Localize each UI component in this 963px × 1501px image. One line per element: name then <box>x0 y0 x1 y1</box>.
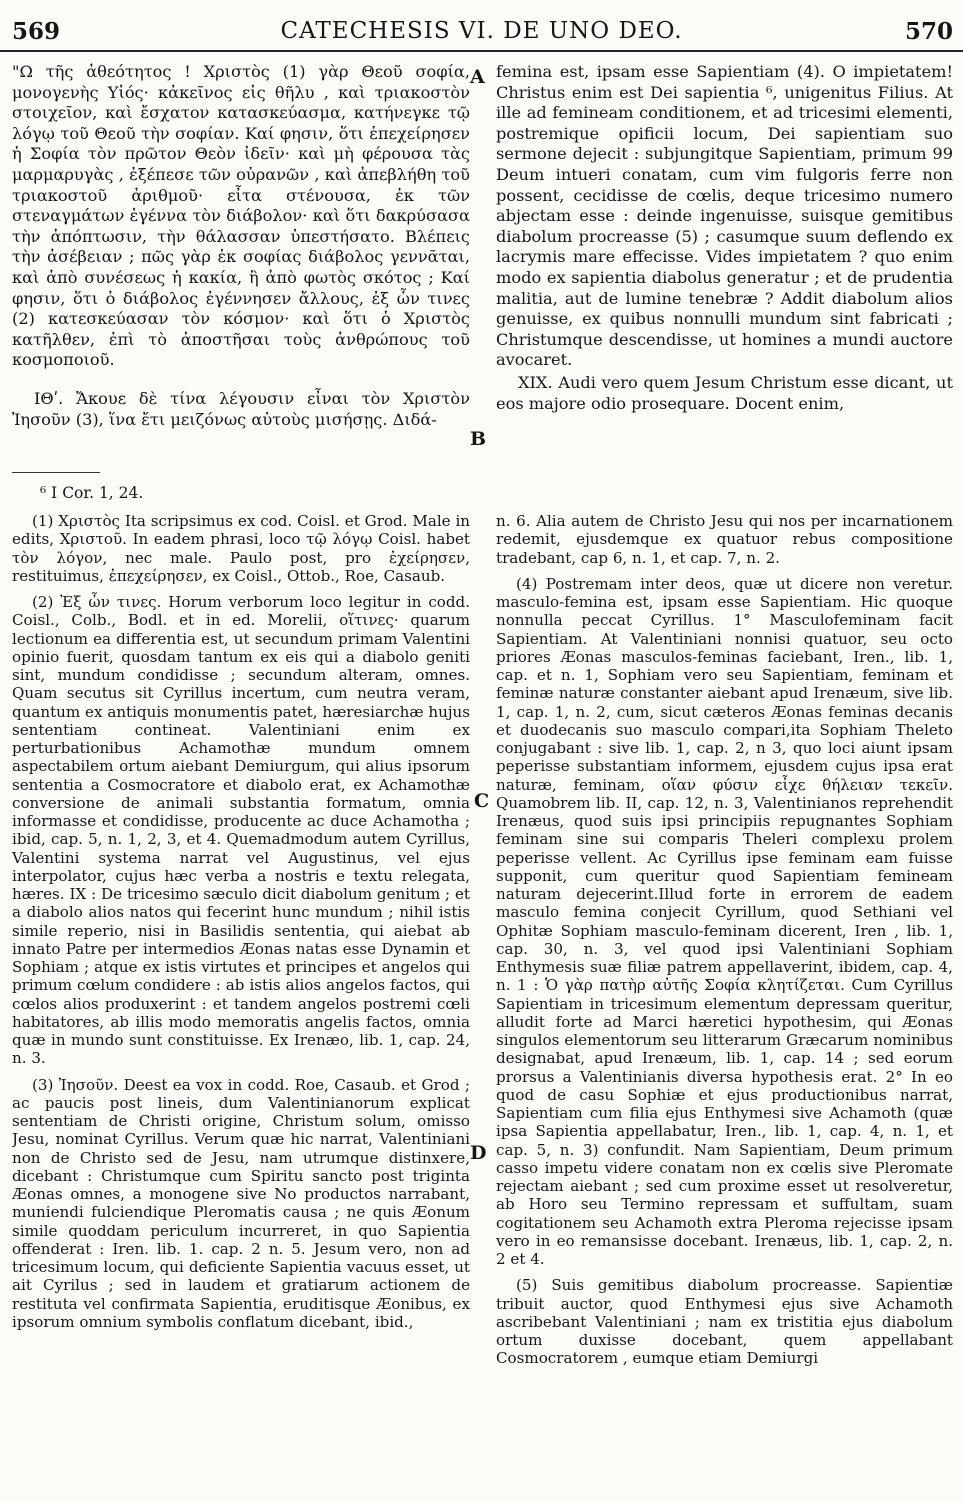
notes-right-column <box>496 512 953 1492</box>
greek-text-column <box>12 62 470 474</box>
greek-paragraph: "Ω τῆς ἀθεότητος ! Χριστὸς (1) γὰρ Θεοῦ σοφία, μονογενὴς Υἱός· κἀκεῖνος εἰς θῆλυ , καὶ τριακοστὸν στοιχεῖον, καὶ ἔσχατον κατασκεύασμα, κατήνεγκε τῷ λόγῳ τοῦ Θεοῦ τὴν σοφίαν. Καί φησιν, ὅτι ἐπεχείρησεν ἡ Σοφία τὸν πρῶτον Θεὸν ἰδεῖν· καὶ μὴ φέρουσα τὰς μαρμαρυγὰς , ἐξέπεσε τῶν οὐρανῶν , καὶ ἀπεβλήθη τοῦ τριακοστοῦ ἀριθμοῦ· εἶτα στένουσα, ἐκ τῶν στεναγμάτων ἐγέννα τὸν διάβολον· καὶ ὅτι δακρύσασα τὴν ἀπόπτωσιν, τὴν θάλασσαν ὑπεστήσατο. Βλέπεις τὴν ἀσέβειαν ; πῶς γὰρ ἐκ σοφίας διάβολος γεννᾶται, καὶ ἀπὸ συνέσεως ἡ κακία, ἢ ἀπὸ φωτὸς σκότος ; Καί φησιν, ὅτι ὁ διάβολος ἐγέννησεν ἄλλους, ἐξ ὧν τινες (2) κατεσκεύασαν τὸν κόσμον· καὶ ὅτι ὁ Χριστὸς κατῆλθεν, ἐπὶ τὸ ἀποστῆσαι τοὺς ἀνθρώπους τοῦ κοσμοποιοῦ. <box>12 62 470 370</box>
note-3: (3) Ἰησοῦν. Deest ea vox in codd. Roe, Casaub. et Grod ; ac paucis post lineis, dum Valentinianorum explicat sententiam de Christi origine, Christum solum, omisso Jesu, nominat Cyrillus. Verum quæ hic narrat, Valentiniani non de Christo sed de Jesu, nam utrumque distinxere, dicebant : Christumque cum Spiritu sancto post triginta Æonas omnes, a monogene sive No productos narrabant, muniendi fulciendique Pleromatis causa ; ne quis Æonum simile quoddam periculum incurreret, in quo Sapientia offenderat : Iren. lib. 1. cap. 2 n. 5. Jesum vero, non ad tricesimum locum, qui deficiente Sapientia vacuus esset, ut ait Cyrilus ; sed in laudem et gratiarum actionem de restituta vel confirmata Sapientia, eruditisque Æonibus, ex ipsorum omnium symbolis conflatum dicebant, ibid., <box>12 1075 470 1331</box>
left-page-number: 569 <box>12 18 61 45</box>
latin-text-column <box>496 62 953 474</box>
running-title: CATECHESIS VI. DE UNO DEO. <box>280 18 683 44</box>
latin-paragraph-xix: XIX. Audi vero quem Jesum Christum esse dicant, ut eos majore odio prosequare. Docent enim, <box>496 372 953 413</box>
margin-letter-d: D <box>470 1142 487 1164</box>
running-header <box>0 10 963 52</box>
scripture-footnote: ⁶ I Cor. 1, 24. <box>40 484 144 502</box>
margin-letter-b: B <box>470 428 487 450</box>
notes-left-column <box>12 512 470 1492</box>
note-3-continued: n. 6. Alia autem de Christo Jesu qui nos per incarnationem redemit, ejusdemque ex quatuor rebus compositione tradebant, cap 6, n. 1, et cap. 7, n. 2. <box>496 512 953 567</box>
note-1: (1) Χριστὸς Ita scripsimus ex cod. Coisl. et Grod. Male in edits, Χριστοῦ. In eadem phrasi, loco τῷ λόγῳ Coisl. habet τὸν λόγον, nec male. Paulo post, pro ἐχείρησεν, restituimus, ἐπεχείρησεν, ex Coisl., Ottob., Roe, Casaub. <box>12 512 470 585</box>
note-4: (4) Postremam inter deos, quæ ut dicere non veretur. masculo-femina est, ipsam esse Sapientiam. Hic quoque nonnulla peccat Cyrillus. 1° Masculofeminam facit Sapientiam. At Valentiniani nonnisi quatuor, seu octo priores Æonas masculos-feminas faciebant, Iren., lib. 1, cap. et n. 1, Sophiam vero seu Sapientiam, feminam et feminæ naturæ constanter aiebant apud Irenæum, sive lib. 1, cap. 1, n. 2, cum, sicut cæteros Æonas feminas decanis et duodecanis suo masculo compari,ita Sophiam Theleto conjugabant : sive lib. 1, cap. 2, n 3, quo loci aiunt ipsam peperisse substantiam informem, ejusdem cujus ipsa erat naturæ, feminam, οἵαν φύσιν εἶχε θήλειαν τεκεῖν. Quamobrem lib. II, cap. 12, n. 3, Valentinianos reprehendit Irenæus, quod suis ipsi principiis repugnantes Sophiam feminam sine sui comparis Theleri complexu prolem peperisse vellent. Ac Cyrillus ipse feminam eam fuisse supponit, cum queritur quod Sapientiam femineam naturam dejecerint.Illud forte in errorem de eadem masculo femina conjecit Cyrillum, quod Sethiani vel Ophitæ Sophiam masculo-feminam dicerent, Iren , lib. 1, cap. 30, n. 3, vel quod ipsi Valentiniani Sophiam Enthymesis suæ filiæ patrem appellaverint, ibidem, cap. 4, n. 1 : Ὁ γὰρ πατὴρ αὐτῆς Σοφία κλητίζεται. Cum Cyrillus Sapientiam in tricesimum elementum depressam queritur, alludit forte ad Marci hæretici hypothesim, qui Æonas singulos elementorum seu litterarum Græcarum nominibus designabat, apud Irenæum, lib. 1, cap. 14 ; sed eorum prorsus a Valentinianis diversa hypothesis erat. 2° In eo quod de casu Sophiæ et ejus productionibus narrat, Sapientiam cum filia ejus Enthymesi sive Achamoth (quæ ipsa Sapientia appellabatur, Iren., lib. 1, cap. 4, n. 1, et cap. 5, n. 3) confundit. Nam Sapientiam, Deum primum casso impetu videre conatam non ex cœlis sive Pleromate rejectam aiebant ; sed cum proxime esset ut resolveretur, ab Horo seu Termino repressam et suffultam, suam cogitationem seu Achamoth extra Pleroma rejecisse ipsam vero in eo remansisse docebant. Irenæus, lib. 1, cap. 2, n. 2 et 4. <box>496 574 953 1268</box>
greek-paragraph-xix: ΙΘʹ. Ἄκουε δὲ τίνα λέγουσιν εἶναι τὸν Χριστὸν Ἰησοῦν (3), ἵνα ἔτι μειζόνως αὐτοὺς μισήσῃς. Διδά- <box>12 388 470 429</box>
latin-paragraph: femina est, ipsam esse Sapientiam (4). O impietatem! Christus enim est Dei sapientia ⁶, unigenitus Filius. At ille ad femineam conditionem, et ad tricesimi elementi, postremique opificii locum, Dei sapientiam suo sermone dejecit : subjungitque Sapientiam, primum 99 Deum intueri conatam, cum vim fulgoris ferre non possent, cecidisse de cœlis, deque tricesimo numero abjectam esse : deinde ingenuisse, suisque gemitibus diabolum procreasse (5) ; casumque suum deflendo ex lacrymis mare effecisse. Vides impietatem ? quo enim modo ex sapientia diabolus generatur ; et de prudentia malitia, aut de lumine tenebræ ? Addit diabolum alios genuisse, ex quibus nonnulli mundum sint fabricati ; Christumque descendisse, ut homines a mundi auctore avocaret. <box>496 62 953 370</box>
margin-letter-a: A <box>470 66 485 88</box>
note-2: (2) Ἐξ ὧν τινες. Horum verborum loco legitur in codd. Coisl., Colb., Bodl. et in ed. Morelii, οἵτινες· quarum lectionum ea differentia est, ut secundum primam Valentini opinio fuerit, quosdam tantum ex eis qui a diabolo geniti sint, mundum condidisse ; secundum alteram, omnes. Quam secutus sit Cyrillus incertum, cum neutra veram, quantum ex antiquis monumentis patet, hæresiarchæ hujus sententiam contineat. Valentiniani enim ex perturbationibus Achamothæ mundum omnem aspectabilem ortum aiebant Demiurgum, qui alius ipsorum sententia a Cosmocratore et diabolo erat, ex Achamothæ conversione de animali substantia formatum, omnia informasse et condidisse, producente ac duce Achamotha ; ibid, cap. 5, n. 1, 2, 3, et 4. Quemadmodum autem Cyrillus, Valentini systema narrat vel Augustinus, vel ejus interpolator, cujus hæc verba a nostris e textu relegata, hæres. IX : De tricesimo sæculo dicit diabolum genitum ; et a diabolo alios natos qui fecerint hunc mundum ; nihil istis simile reperio, nisi in Basilidis sententia, qui aiebat ab innato Patre per intermedios Æonas natas esse Dynamin et Sophiam ; atque ex istis virtutes et principes et angelos qui primum cœlum condidere : ab istis alios angelos factos, qui cœlos alios produxerint : et tandem angelos postremi cœli habitatores, ab illis modo memoratis angelis factos, omnia quæ in mundo sunt constituisse. Ex Irenæo, lib. 1, cap. 24, n. 3. <box>12 593 470 1068</box>
footnote-rule <box>12 472 100 473</box>
note-5: (5) Suis gemitibus diabolum procreasse. Sapientiæ tribuit auctor, quod Enthymesi ejus sive Achamoth ascribebant Valentiniani ; nam ex tristitia ejus diabolum ortum duxisse docebant, quem appellabant Cosmocratorem , eumque etiam Demiurgi <box>496 1276 953 1368</box>
margin-letter-c: C <box>474 790 490 812</box>
right-page-number: 570 <box>904 18 953 45</box>
